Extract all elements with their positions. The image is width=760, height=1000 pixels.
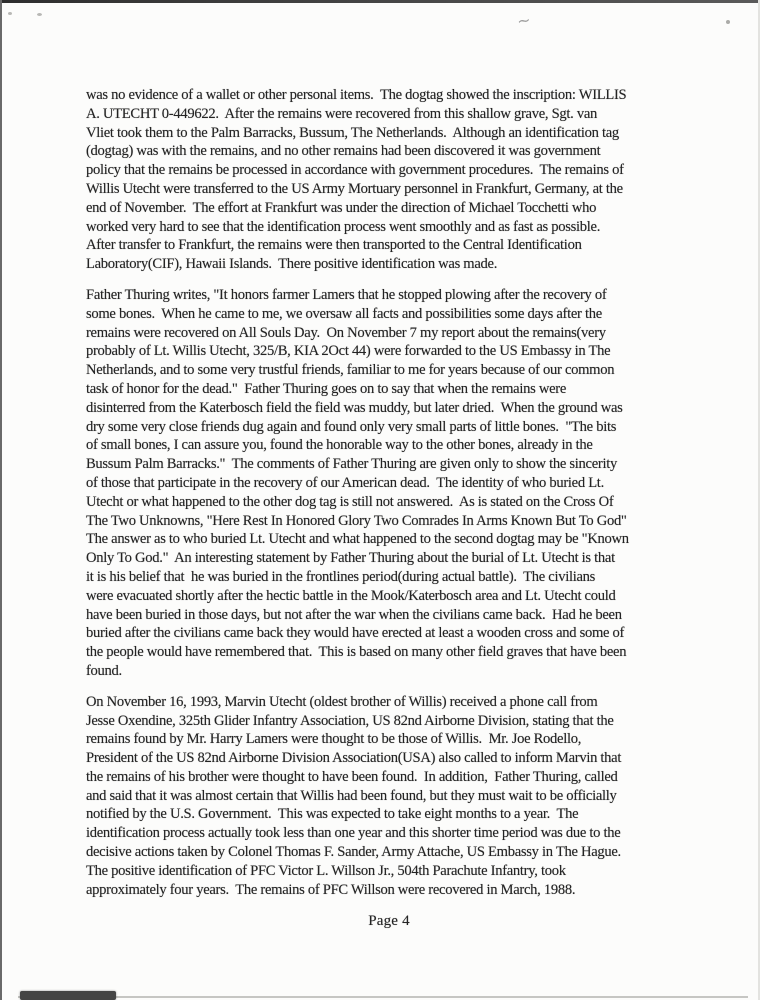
scan-speck	[37, 13, 42, 16]
paragraph	[86, 286, 692, 681]
text-line: dry some very close friends dug again and found only very small parts of little bones. "The bits	[86, 418, 617, 435]
text-line: Jesse Oxendine, 325th Glider Infantry Association, US 82nd Airborne Division, stating that the	[86, 712, 614, 729]
text-line: Vliet took them to the Palm Barracks, Bussum, The Netherlands. Although an identification tag	[86, 124, 619, 141]
document-body	[86, 86, 692, 930]
paragraph	[86, 86, 692, 274]
page-number: Page 4	[368, 913, 410, 930]
scan-edge-top	[0, 0, 760, 3]
text-line: policy that the remains be processed in accordance with government procedures. The remains of	[86, 162, 624, 179]
text-line: of small bones, I can assure you, found the honorable way to the other bones, already in the	[86, 437, 593, 454]
text-line: (dogtag) was with the remains, and no other remains had been discovered it was government	[86, 143, 601, 160]
text-line: buried after the civilians came back they would have erected at least a wooden cross and some of	[86, 625, 625, 642]
text-line: After transfer to Frankfurt, the remains were then transported to the Central Identification	[86, 237, 582, 254]
text-line: the people would have remembered that. This is based on many other field graves that have been	[86, 644, 627, 661]
text-line: A. UTECHT 0-449622. After the remains were recovered from this shallow grave, Sgt. van	[86, 105, 598, 122]
scan-edge-bottom	[18, 996, 748, 998]
text-line: disinterred from the Katerbosch field the field was muddy, but later dried. When the ground was	[86, 399, 623, 416]
text-line: approximately four years. The remains of PFC Willson were recovered in March, 1988.	[86, 881, 576, 898]
text-line: The positive identification of PFC Victor L. Willson Jr., 504th Parachute Infantry, took	[86, 862, 566, 879]
text-line: decisive actions taken by Colonel Thomas F. Sander, Army Attache, US Embassy in The Hague.	[86, 844, 621, 861]
scan-speck	[8, 12, 12, 15]
text-line: Father Thuring writes, "It honors farmer Lamers that he stopped plowing after the recovery of	[86, 286, 607, 303]
text-line: Only To God." An interesting statement by Father Thuring about the burial of Lt. Utecht is that	[86, 550, 615, 567]
text-line: found.	[86, 662, 122, 679]
text-line: were evacuated shortly after the hectic battle in the Mook/Katerbosch area and Lt. Utecht could	[86, 587, 616, 604]
text-line: the remains of his brother were thought to have been found. In addition, Father Thuring, called	[86, 768, 618, 785]
scan-speck	[726, 20, 730, 24]
text-line: The answer as to who buried Lt. Utecht and what happened to the second dogtag may be "Known	[86, 531, 629, 548]
paragraph	[86, 693, 692, 900]
text-line: Utecht or what happened to the other dog tag is still not answered. As is stated on the Cross Of	[86, 493, 614, 510]
text-line: have been buried in those days, but not after the war when the civilians came back. Had he been	[86, 606, 622, 623]
text-line: probably of Lt. Willis Utecht, 325/B, KIA 2Oct 44) were forwarded to the US Embassy in The	[86, 343, 611, 360]
text-line: notified by the U.S. Government. This was expected to take eight months to a year. The	[86, 806, 579, 823]
scan-smudge: ~	[515, 10, 532, 31]
text-line: The Two Unknowns, "Here Rest In Honored Glory Two Comrades In Arms Known But To God"	[86, 512, 627, 529]
text-line: Bussum Palm Barracks." The comments of Father Thuring are given only to show the sincerity	[86, 456, 617, 473]
text-line: worked very hard to see that the identification process went smoothly and as fast as possible.	[86, 218, 601, 235]
text-line: Laboratory(CIF), Hawaii Islands. There positive identification was made.	[86, 256, 498, 273]
text-line: was no evidence of a wallet or other personal items. The dogtag showed the inscription: WILLIS	[86, 87, 627, 103]
text-line: President of the US 82nd Airborne Division Association(USA) also called to inform Marvin that	[86, 750, 622, 767]
text-line: and said that it was almost certain that Willis had been found, but they must wait to be officially	[86, 787, 617, 804]
text-line: end of November. The effort at Frankfurt was under the direction of Michael Tocchetti who	[86, 199, 597, 216]
text-line: On November 16, 1993, Marvin Utecht (oldest brother of Willis) received a phone call from	[86, 693, 598, 710]
text-line: it is his belief that he was buried in the frontlines period(during actual battle). The civilians	[86, 568, 596, 585]
text-line: remains were recovered on All Souls Day. On November 7 my report about the remains(very	[86, 324, 606, 341]
scan-blob-bottom-left	[20, 991, 116, 1000]
scan-edge-left	[0, 0, 2, 1000]
text-line: of those that participate in the recovery of our American dead. The identity of who buried Lt.	[86, 474, 604, 491]
text-line: task of honor for the dead." Father Thuring goes on to say that when the remains were	[86, 380, 566, 397]
text-line: Willis Utecht were transferred to the US Army Mortuary personnel in Frankfurt, Germany, at the	[86, 180, 623, 197]
text-line: Netherlands, and to some very trustful friends, familiar to me for years because of our common	[86, 362, 615, 379]
text-line: some bones. When he came to me, we oversaw all facts and possibilities some days after the	[86, 305, 602, 322]
text-line: identification process actually took less than one year and this shorter time period was due to the	[86, 825, 621, 842]
text-line: remains found by Mr. Harry Lamers were thought to be those of Willis. Mr. Joe Rodello,	[86, 731, 582, 748]
